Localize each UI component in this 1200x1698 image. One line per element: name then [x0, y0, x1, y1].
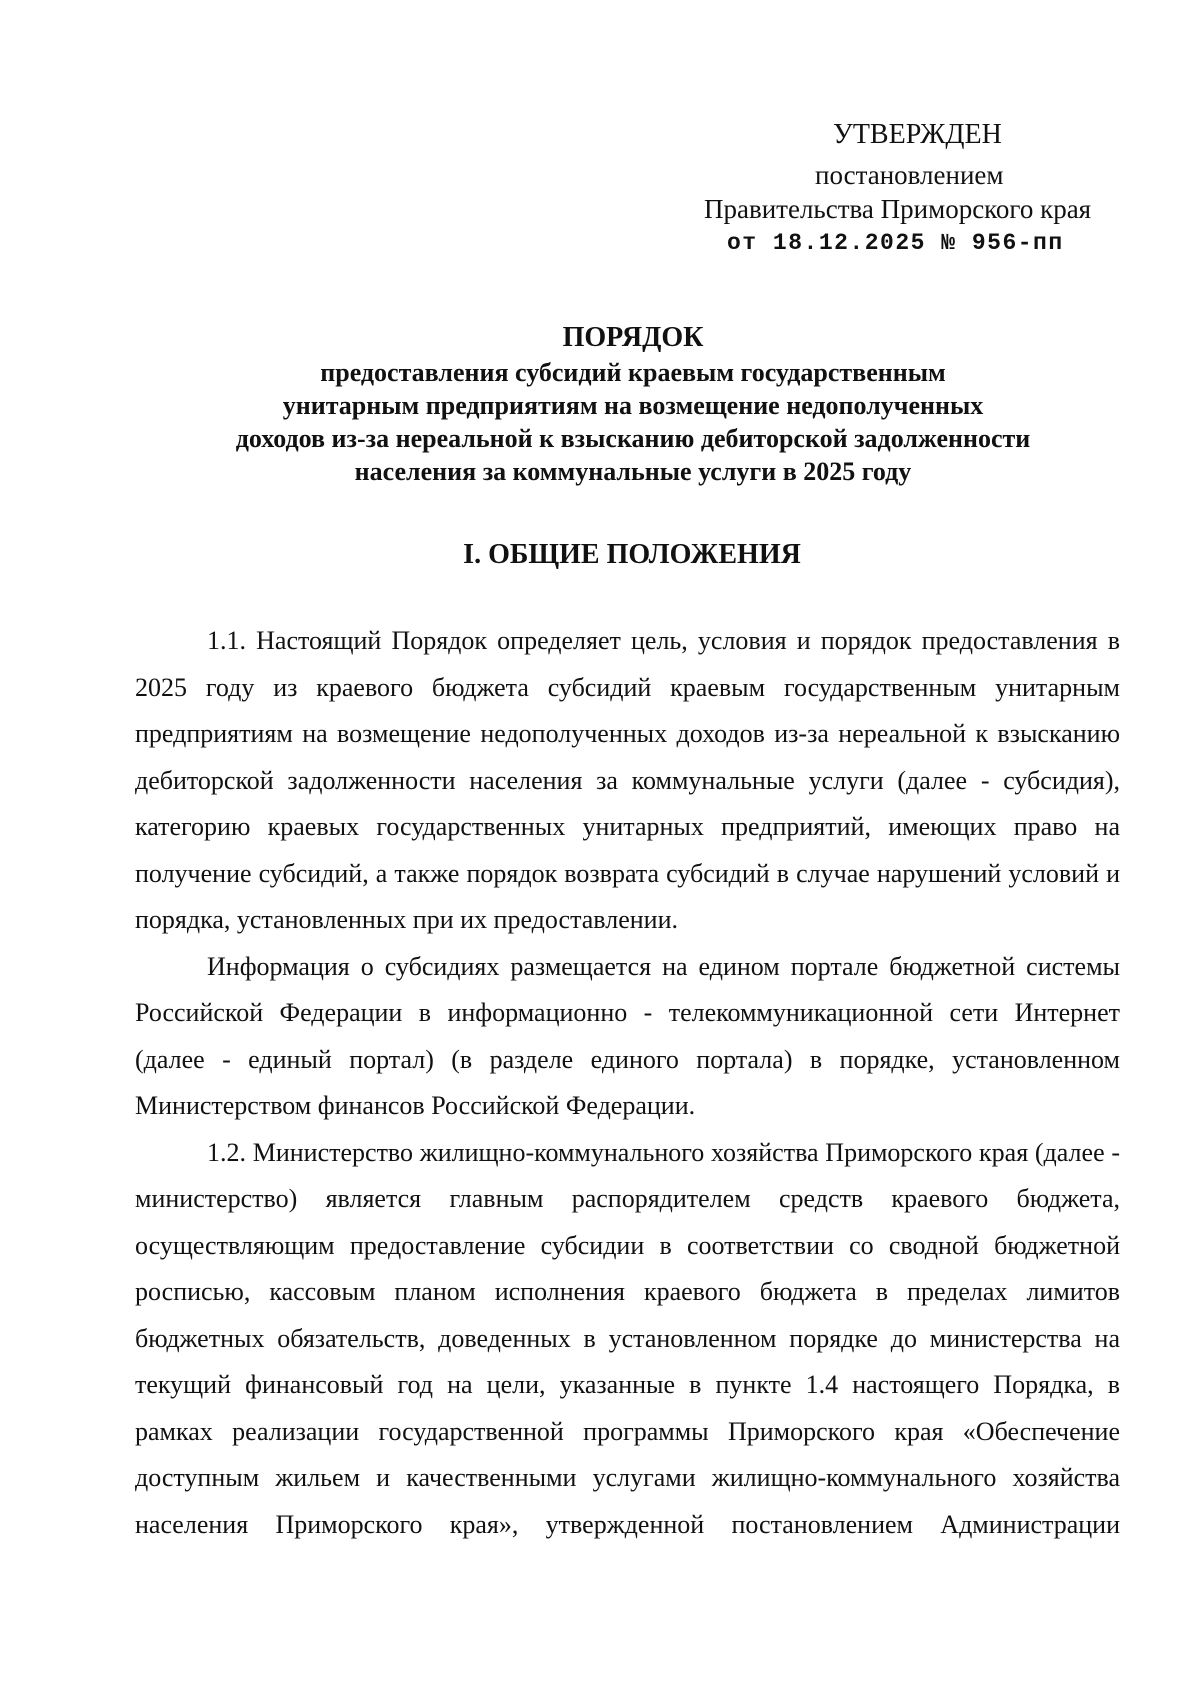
title-line-1: предоставления субсидий краевым государственным — [320, 358, 946, 387]
title-main: ПОРЯДОК — [562, 322, 704, 353]
paragraph-1-2: 1.2. Министерство жилищно-коммунального хозяйства Приморского края (далее - министерство) является главным распорядителем средств краевого бюджета, осуществляющим предоставление субсидии в соответствии со сводной бюджетной росписью, кассовым планом исполнения краевого бюджета в пределах лимитов бюджетных обязательств, доведенных в установленном порядке до министерства на текущий финансовый год на цели, указанные в пункте 1.4 настоящего Порядка, в рамках реализации государственной программы Приморского края «Обеспечение доступным жильем и качественными услугами жилищно-коммунального хозяйства населения Приморского края», утвержденной постановлением Администрации — [135, 1137, 1120, 1539]
resolution-label: постановлением — [815, 160, 1004, 190]
section-heading: I. ОБЩИЕ ПОЛОЖЕНИЯ — [463, 539, 801, 570]
document-title — [0, 320, 1200, 488]
document-body — [135, 618, 1120, 1548]
paragraph-1-1: 1.1. Настоящий Порядок определяет цель, условия и порядок предоставления в 2025 году из краевого бюджета субсидий краевым государственным унитарным предприятиям на возмещение недополученных доходов из-за нереальной к взысканию дебиторской задолженности населения за коммунальные услуги (далее - субсидия), категорию краевых государственных унитарных предприятий, имеющих право на получение субсидий, а также порядок возврата субсидий в случае нарушений условий и порядка, установленных при их предоставлении. — [135, 626, 1120, 934]
government-label: Правительства Приморского края — [704, 194, 1092, 224]
title-line-3: доходов из-за нереальной к взысканию дебиторской задолженности — [235, 424, 1031, 453]
resolution-date-number: от 18.12.2025 № 956-пп — [727, 230, 1064, 256]
approved-label: УТВЕРЖДЕН — [833, 119, 1002, 150]
title-line-2: унитарным предприятиям на возмещение недополученных — [282, 391, 984, 420]
paragraph-info: Информация о субсидиях размещается на едином портале бюджетной системы Российской Федерации в информационно - телекоммуникационной сети Интернет (далее - единый портал) (в разделе единого портала) в порядке, установленном Министерством финансов Российской Федерации. — [135, 951, 1120, 1120]
title-line-4: населения за коммунальные услуги в 2025 году — [354, 457, 912, 486]
